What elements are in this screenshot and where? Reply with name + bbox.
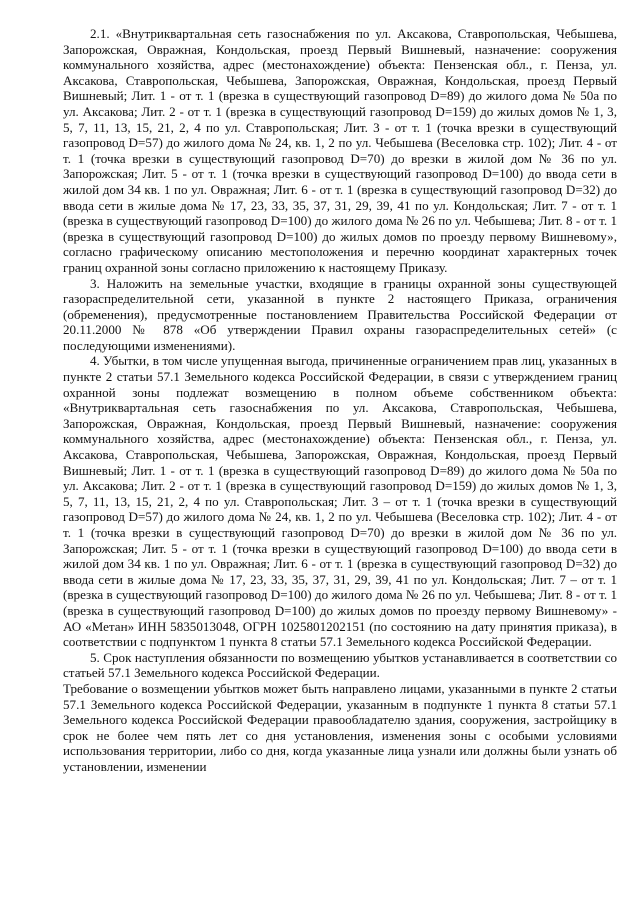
paragraph-requirement: Требование о возмещении убытков может быть направлено лицами, указанными в пункте 2 статьи 57.1 Земельного кодекса Российской Федерации, указанным в подпункте 1 пункта 8 статьи 57.1 Земельного кодекса Российской Федерации правообладателю здания, сооружения, застройщику в срок не более чем пять лет со дня установления, изменения зоны с особыми условиями использования территории, либо со дня, когда указанные лица узнали или должны были узнать об установлении, изменении <box>63 680 617 774</box>
document-page <box>63 26 617 775</box>
paragraph-4: 4. Убытки, в том числе упущенная выгода, причиненные ограничением прав лиц, указанных в пункте 2 статьи 57.1 Земельного кодекса Российской Федерации, в связи с утверждением границ охранной зоны подлежат возмещению в полном объеме собственником объекта: «Внутриквартальная сеть газоснабжения по ул. Аксакова, Ставропольская, Чебышева, Запорожская, Овражная, Кондольская, проезд Первый Вишневый, назначение: сооружения коммунального хозяйства, адрес (местонахождение) объекта: Пензенская обл., г. Пенза, ул. Аксакова, Ставропольская, Чебышева, Запорожская, Овражная, Кондольская, проезд Первый Вишневый; Лит. 1 - от т. 1 (врезка в существующий газопровод D=89) до жилого дома № 50а по ул. Аксакова; Лит. 2 - от т. 1 (врезка в существующий газопровод D=159) до жилых домов № 1, 3, 5, 7, 11, 13, 15, 21, 2, 4 по ул. Ставропольская; Лит. 3 – от т. 1 (точка врезки в существующий газопровод D=57) до жилого дома № 24, кв. 1, 2 по ул. Чебышева (Веселовка стр. 102); Лит. 4 - от т. 1 (точка врезки в существующий газопровод D=70) до врезки в жилой дом № 36 по ул. Запорожская; Лит. 5 - от т. 1 (точка врезки в существующий газопровод D=100) до ввода сети в жилой дом 34 кв. 1 по ул. Овражная; Лит. 6 - от т. 1 (врезка в существующий газопровод D=32) до ввода сети в жилые дома № 17, 23, 33, 35, 37, 31, 29, 39, 41 по ул. Кондольская; Лит. 7 – от т. 1 (врезка в существующий газопровод D=100) до жилого дома № 26 по ул. Чебышева; Лит. 8 - от т. 1 (врезка в существующий газопровод D=100) до жилых домов по проезду первому Вишневому» - АО «Метан» ИНН 5835013048, ОГРН 1025801202151 (по состоянию на дату принятия приказа), в соответствии с подпунктом 1 пункта 8 статьи 57.1 Земельного кодекса Российской Федерации. <box>63 353 617 650</box>
paragraph-5: 5. Срок наступления обязанности по возмещению убытков устанавливается в соответствии со статьей 57.1 Земельного кодекса Российской Федерации. <box>63 649 617 681</box>
paragraph-2-1: 2.1. «Внутриквартальная сеть газоснабжения по ул. Аксакова, Ставропольская, Чебышева, Запорожская, Овражная, Кондольская, проезд Первый Вишневый, назначение: сооружения коммунального хозяйства, адрес (местонахождение) объекта: Пензенская обл., г. Пенза, ул. Аксакова, Ставропольская, Чебышева, Запорожская, Овражная, Кондольская, проезд Первый Вишневый; Лит. 1 - от т. 1 (врезка в существующий газопровод D=89) до жилого дома № 50а по ул. Аксакова; Лит. 2 - от т. 1 (врезка в существующий газопровод D=159) до жилых домов № 1, 3, 5, 7, 11, 13, 15, 21, 2, 4 по ул. Ставропольская; Лит. 3 - от т. 1 (точка врезки в существующий газопровод D=57) до жилого дома № 24, кв. 1, 2 по ул. Чебышева (Веселовка стр. 102); Лит. 4 - от т. 1 (точка врезки в существующий газопровод D=70) до врезки в жилой дом № 36 по ул. Запорожская; Лит. 5 - от т. 1 (точка врезки в существующий газопровод D=100) до ввода сети в жилой дом 34 кв. 1 по ул. Овражная; Лит. 6 - от т. 1 (врезка в существующий газопровод D=32) до ввода сети в жилые дома № 17, 23, 33, 35, 37, 31, 29, 39, 41 по ул. Кондольская; Лит. 7 - от т. 1 (врезка в существующий газопровод D=100) до жилого дома № 26 по ул. Чебышева; Лит. 8 - от т. 1 (врезка в существующий газопровод D=100) до жилых домов по проезду первому Вишневому», согласно графическому описанию местоположения и перечню координат характерных точек границ охранной зоны согласно приложению к настоящему Приказу. <box>63 26 617 275</box>
paragraph-3: 3. Наложить на земельные участки, входящие в границы охранной зоны существующей газораспределительной сети, указанной в пункте 2 настоящего Приказа, ограничения (обременения), предусмотренные постановлением Правительства Российской Федерации от 20.11.2000 № 878 «Об утверждении Правил охраны газораспределительных сетей» (с последующими изменениями). <box>63 275 617 353</box>
